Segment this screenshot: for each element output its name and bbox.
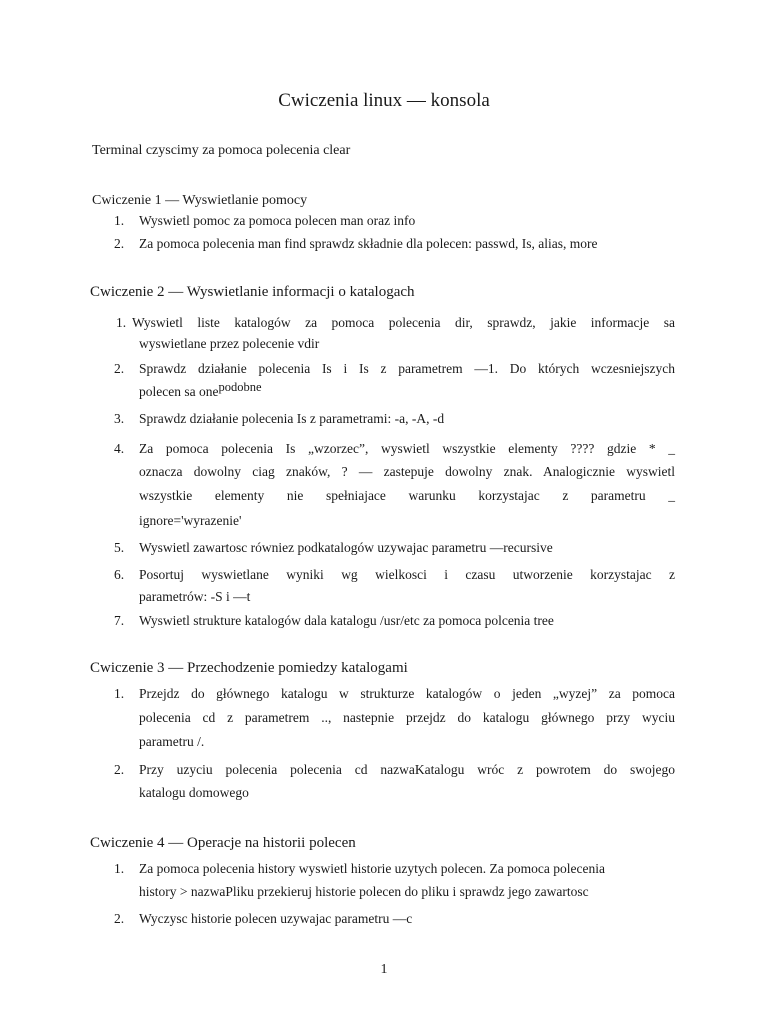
item-text: Za pomoca polecenia man find sprawdz składnie dla polecen: passwd, Is, alias, more (139, 236, 598, 251)
item-text-part: podobne (218, 380, 262, 394)
intro-text: Terminal czyscimy za pomoca polecenia clear (92, 143, 351, 158)
item-number: 5. (114, 540, 125, 555)
item-text: Wyswietl liste katalogów za pomoca polecenia dir, sprawdz, jakie informacje sa (132, 315, 675, 330)
document-title: Cwiczenia linux — konsola (278, 90, 490, 111)
item-text: Wyswietl pomoc za pomoca polecen man oraz info (139, 213, 416, 228)
item-text: Wyswietl strukture katalogów dala katalogu /usr/etc za pomoca polcenia tree (139, 613, 554, 628)
exercise-4-heading: Cwiczenie 4 — Operacje na historii polecen (90, 835, 356, 851)
item-number: 2. (114, 762, 125, 777)
list-item (0, 441, 768, 533)
item-text: Sprawdz działanie polecenia Is z parametrami: -a, -A, -d (139, 411, 445, 426)
list-item (0, 686, 768, 756)
item-text-cont: history > nazwaPliku przekieruj historie polecen do pliku i sprawdz jego zawartosc (139, 884, 589, 899)
item-text: Posortuj wyswietlane wyniki wg wielkosci i czasu utworzenie korzystajac z (139, 567, 675, 582)
list-item (0, 762, 768, 806)
item-number: 7. (114, 613, 125, 628)
list-item (0, 540, 768, 560)
item-number: 2. (114, 361, 125, 376)
item-number: 2. (114, 911, 125, 926)
list-item (0, 911, 768, 931)
item-text-part: polecen sa one (139, 384, 219, 399)
list-item (0, 411, 768, 431)
item-text-cont: wszystkie elementy nie spełniajace warunku korzystajac z parametru _ (139, 488, 675, 503)
list-item (0, 315, 768, 355)
item-text-cont (139, 380, 675, 400)
item-text-cont: parametrów: -S i —t (139, 589, 251, 604)
item-number: 6. (114, 567, 125, 582)
list-item (0, 361, 768, 405)
item-number: 1. (116, 315, 127, 330)
item-number: 2. (114, 236, 125, 251)
item-text: Przy uzyciu polecenia polecenia cd nazwaKatalogu wróc z powrotem do swojego (139, 762, 675, 777)
item-number: 1. (114, 861, 125, 876)
list-item (0, 861, 768, 905)
list-item (0, 213, 768, 233)
item-text-cont: ignore='wyrazenie' (139, 513, 242, 528)
page-number: 1 (380, 962, 388, 977)
item-text: Sprawdz działanie polecenia Is i Is z parametrem —1. Do których wczesniejszych (139, 361, 675, 376)
item-text-cont: parametru /. (139, 734, 205, 749)
item-text: Za pomoca polecenia Is „wzorzec”, wyswietl wszystkie elementy ???? gdzie * _ (139, 441, 675, 456)
exercise-2-heading: Cwiczenie 2 — Wyswietlanie informacji o katalogach (90, 284, 415, 300)
item-number: 3. (114, 411, 125, 426)
item-text: Wyczysc historie polecen uzywajac parametru —c (139, 911, 413, 926)
list-item (0, 567, 768, 611)
item-number: 1. (114, 686, 125, 701)
item-number: 1. (114, 213, 125, 228)
list-item (0, 236, 768, 256)
item-text: Wyswietl zawartosc równiez podkatalogów uzywajac parametru —recursive (139, 540, 553, 555)
item-text-cont: oznacza dowolny ciag znaków, ? — zastepuje dowolny znak. Analogicznie wyswietl (139, 464, 675, 479)
item-text: Przejdz do głównego katalogu w strukturze katalogów o jeden „wyzej” za pomoca (139, 686, 675, 701)
item-text-cont: katalogu domowego (139, 785, 249, 800)
item-text-cont: polecenia cd z parametrem .., nastepnie przejdz do katalogu głównego przy wyciu (139, 710, 675, 725)
item-number: 4. (114, 441, 125, 456)
list-item (0, 613, 768, 633)
exercise-3-heading: Cwiczenie 3 — Przechodzenie pomiedzy katalogami (90, 660, 408, 676)
exercise-1-heading: Cwiczenie 1 — Wyswietlanie pomocy (92, 193, 308, 208)
item-text: Za pomoca polecenia history wyswietl historie uzytych polecen. Za pomoca polecenia (139, 861, 605, 876)
item-text-cont: wyswietlane przez polecenie vdir (139, 336, 320, 351)
